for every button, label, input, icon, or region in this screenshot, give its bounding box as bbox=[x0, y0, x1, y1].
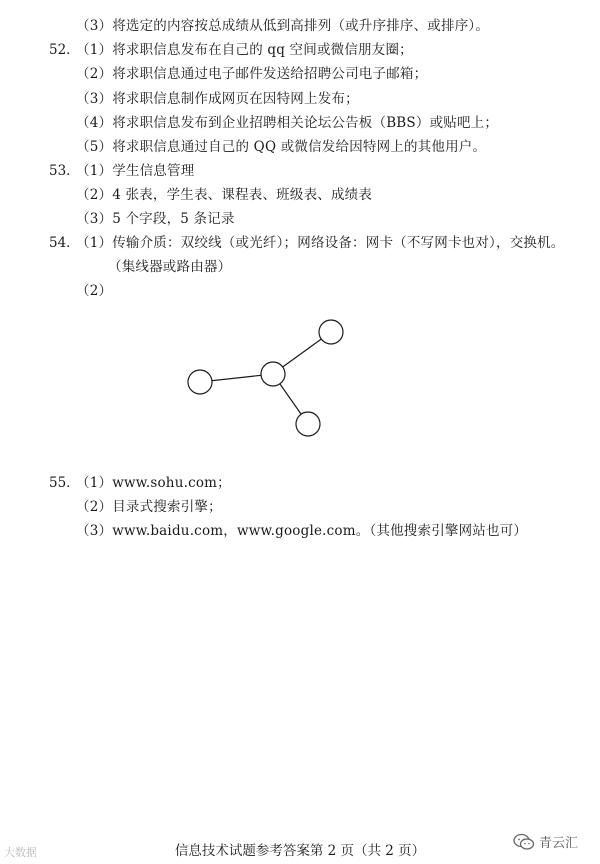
node-lower-right bbox=[296, 412, 320, 436]
question-55-number: 55． bbox=[49, 475, 80, 491]
question-52-number: 52． bbox=[49, 42, 80, 58]
node-left bbox=[188, 370, 212, 394]
answer-52-5: （5）将求职信息通过自己的 QQ 或微信发给因特网上的其他用户。 bbox=[76, 139, 487, 155]
answer-54-2: （2） bbox=[76, 283, 113, 299]
answer-52-3: （3）将求职信息制作成网页在因特网上发布； bbox=[76, 91, 359, 107]
wechat-icon bbox=[513, 833, 535, 851]
page-footer: 信息技术试题参考答案第 2 页（共 2 页） bbox=[174, 843, 426, 859]
node-center-switch bbox=[261, 362, 285, 386]
answer-54-1: （1）传输介质：双绞线（或光纤）；网络设备：网卡（不写网卡也对），交换机。 bbox=[76, 235, 565, 251]
question-54-number: 54． bbox=[49, 235, 80, 251]
answer-53-3: （3）5 个字段，5 条记录 bbox=[76, 211, 235, 227]
watermark-left-text: 大数据 bbox=[4, 846, 37, 859]
watermark-right bbox=[513, 832, 578, 851]
answer-55-2: （2）目录式搜索引擎； bbox=[76, 499, 222, 515]
answer-53-2: （2）4 张表，学生表、课程表、班级表、成绩表 bbox=[76, 187, 373, 203]
node-upper-right bbox=[319, 320, 343, 344]
answer-55-1: （1）www.sohu.com； bbox=[76, 475, 231, 491]
answer-55-3: （3）www.baidu.com，www.google.com。（其他搜索引擎网站也可） bbox=[76, 523, 528, 539]
answer-52-1: （1）将求职信息发布在自己的 qq 空间或微信朋友圈； bbox=[76, 42, 413, 58]
answer-52-4: （4）将求职信息发布到企业招聘相关论坛公告板（BBS）或贴吧上； bbox=[76, 115, 499, 131]
answer-53-1: （1）学生信息管理 bbox=[76, 163, 195, 179]
watermark-left bbox=[4, 844, 37, 860]
answer-51-3: （3）将选定的内容按总成绩从低到高排列（或升序排序、或排序）。 bbox=[76, 18, 490, 34]
question-53-number: 53． bbox=[49, 163, 80, 179]
answer-52-2: （2）将求职信息通过电子邮件发送给招聘公司电子邮箱； bbox=[76, 66, 428, 82]
star-topology-diagram bbox=[170, 310, 370, 445]
answer-54-1-continued: （集线器或路由器） bbox=[108, 259, 232, 275]
watermark-right-text: 青云汇 bbox=[538, 836, 578, 851]
